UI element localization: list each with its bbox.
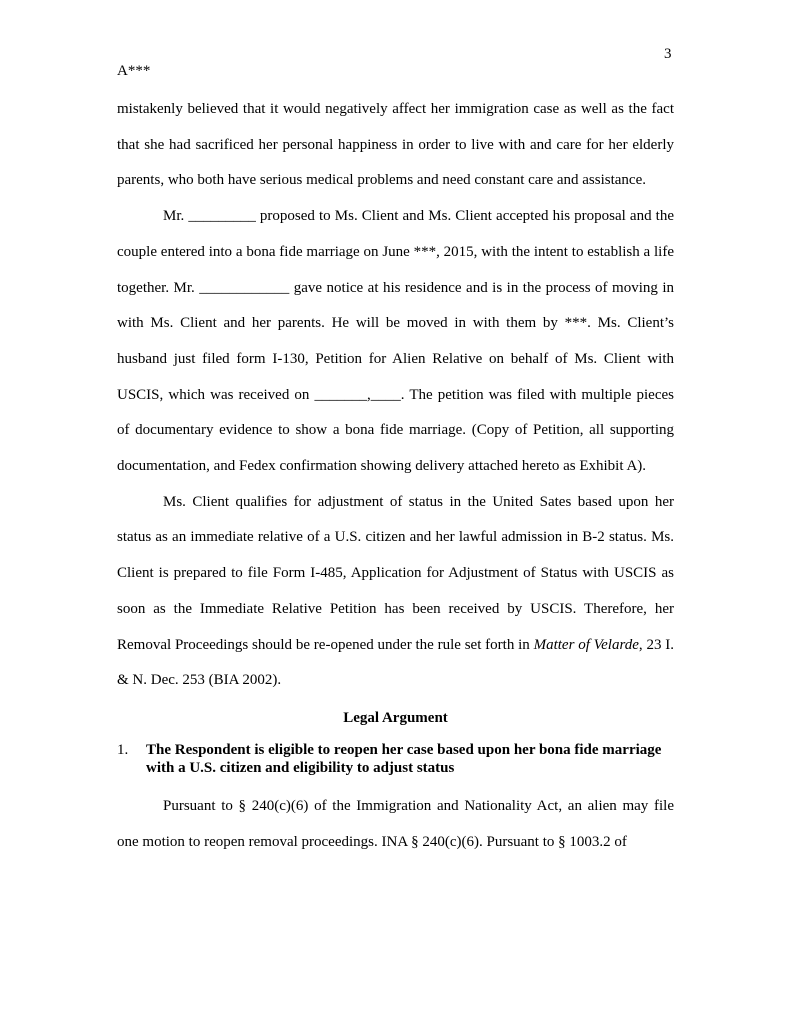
header-id: A*** [117, 63, 151, 79]
numbered-heading-number: 1. [117, 741, 129, 758]
case-citation: , 23 I. & N. Dec. 253 (BIA 2002). [117, 636, 674, 689]
paragraph-adjustment [117, 485, 674, 699]
adjustment-text: Ms. Client qualifies for adjustment of status in the United Sates based upon her status as an immediate relative of a U.S. citizen and her lawful admission in B-2 status. Ms. Client is prepared to file Form I-485, Application for Adjustment of Status with USCIS as soon as the Immediate Relative Petition has been received by USCIS. Therefore, her Removal Proceedings should be re-opened under the rule set forth in [117, 493, 674, 653]
document-body [117, 92, 674, 860]
paragraph-continued: mistakenly believed that it would negatively affect her immigration case as well as the fact that she had sacrificed her personal happiness in order to live with and care for her elderly parents, who both have serious medical problems and need constant care and assistance. [117, 101, 674, 189]
paragraph-pursuant: Pursuant to § 240(c)(6) of the Immigration and Nationality Act, an alien may file one motion to reopen removal proceedings. INA § 240(c)(6). Pursuant to § 1003.2 of [117, 797, 674, 850]
section-heading: Legal Argument [343, 709, 448, 726]
paragraph-marriage: Mr. _________ proposed to Ms. Client and Ms. Client accepted his proposal and the couple entered into a bona fide marriage on June ***, 2015, with the intent to establish a life together. Mr. ____________ gave notice at his residence and is in the process of moving in with Ms. Client and her parents. He will be moved in with them by ***. Ms. Client’s husband just filed form I-130, Petition for Alien Relative on behalf of Ms. Client with USCIS, which was received on _______,____. The petition was filed with multiple pieces of documentary evidence to show a bona fide marriage. (Copy of Petition, all supporting documentation, and Fedex confirmation showing delivery attached hereto as Exhibit A). [117, 208, 674, 475]
case-name: Matter of Velarde [533, 636, 639, 653]
numbered-heading [117, 741, 674, 777]
numbered-heading-text: The Respondent is eligible to reopen her case based upon her bona fide marriage with a U.S. citizen and eligibility to adjust status [146, 741, 662, 776]
page-number: 3 [664, 46, 672, 62]
